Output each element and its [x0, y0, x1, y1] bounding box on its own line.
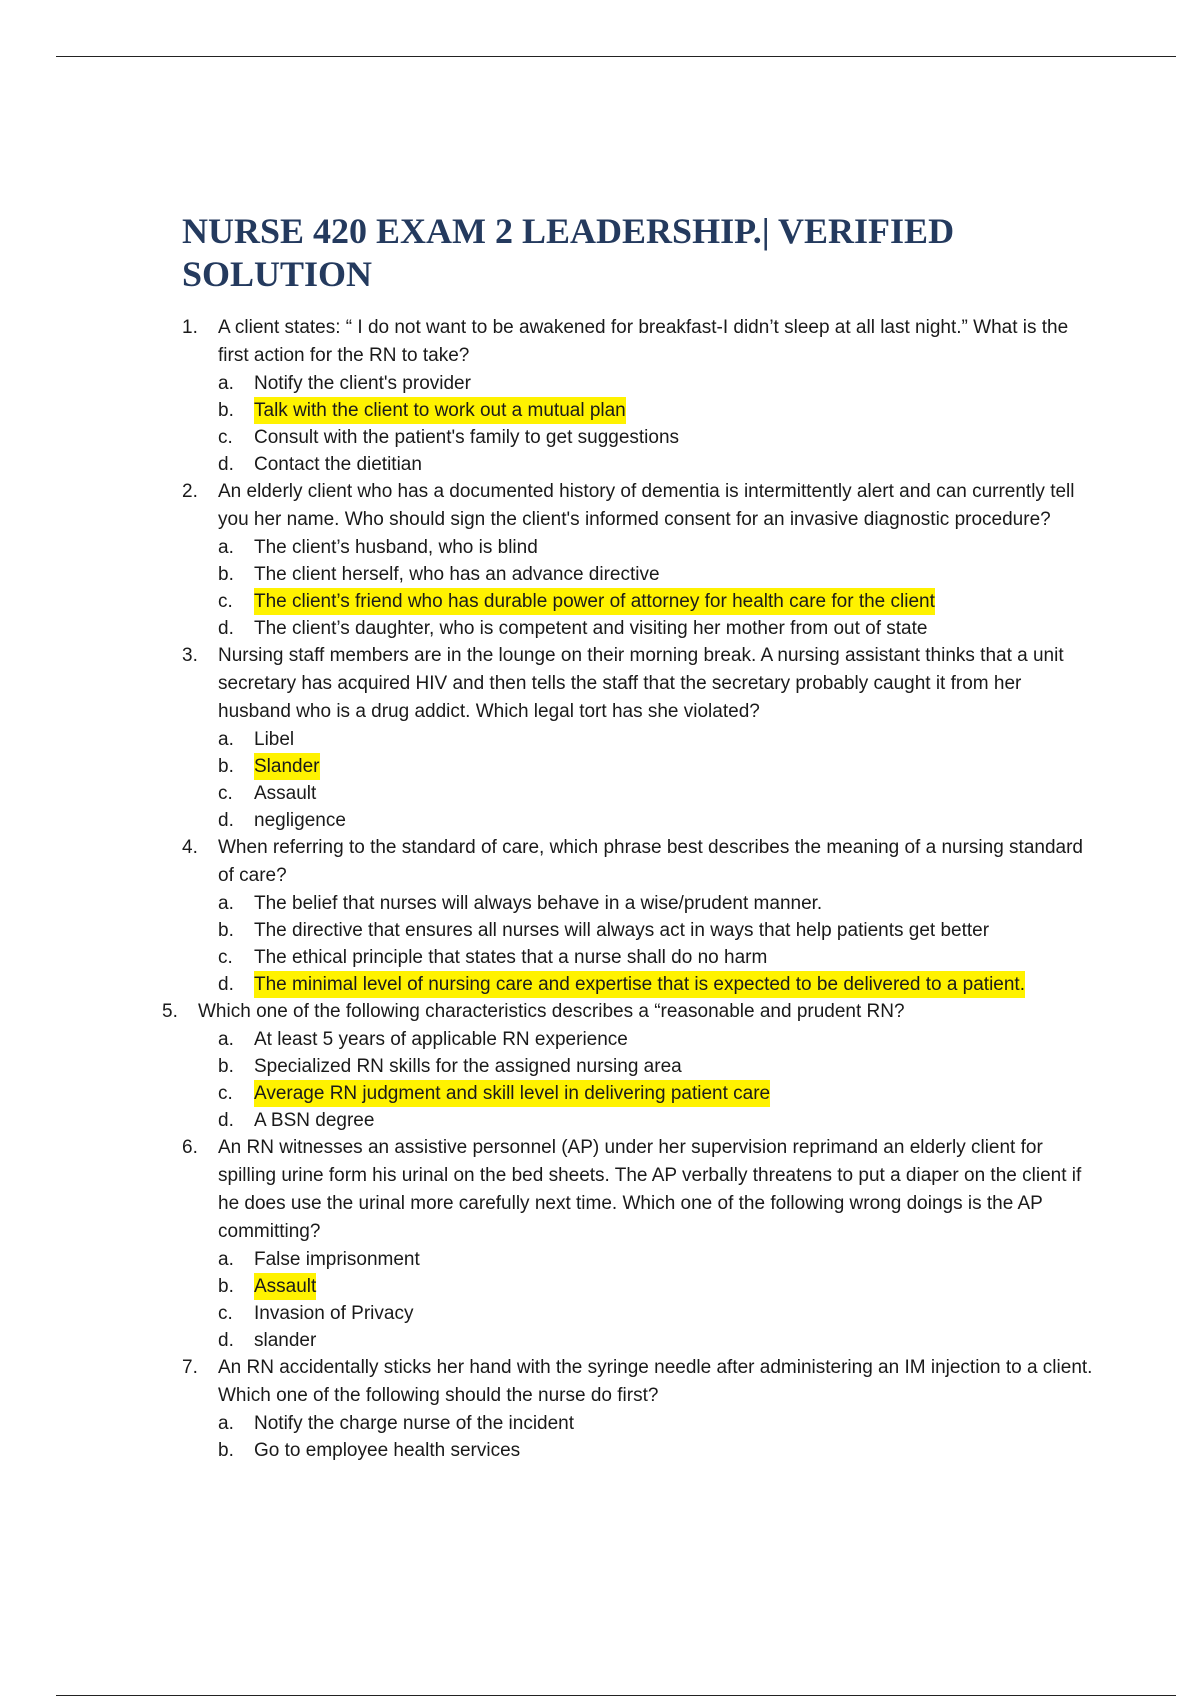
question-number: 2. [182, 481, 198, 502]
question-item [0, 1354, 1200, 1464]
question-number: 6. [182, 1137, 198, 1158]
answer-option [0, 917, 1200, 944]
option-text: negligence [254, 810, 346, 831]
option-letter: a. [218, 1029, 234, 1050]
option-letter: b. [218, 564, 234, 585]
option-letter: d. [218, 454, 234, 475]
option-text: Consult with the patient's family to get suggestions [254, 427, 680, 448]
answer-option [0, 1246, 1200, 1273]
answer-option [0, 1410, 1200, 1437]
highlighted-answer-text: The client’s friend who has durable power of attorney for health care for the client [254, 588, 935, 615]
option-text: Notify the charge nurse of the incident [254, 1413, 575, 1434]
option-letter: a. [218, 729, 234, 750]
answer-options [0, 534, 1200, 642]
answer-options [0, 1410, 1200, 1464]
question-text: An RN accidentally sticks her hand with the syringe needle after administering an IM injection to a client. Which one of the following should the nurse do first? [218, 1357, 1093, 1406]
question-number: 3. [182, 645, 198, 666]
answer-option [0, 534, 1200, 561]
answer-option [0, 370, 1200, 397]
option-letter: b. [218, 920, 234, 941]
option-letter: c. [218, 947, 233, 968]
option-text: Invasion of Privacy [254, 1303, 414, 1324]
option-letter: d. [218, 1330, 234, 1351]
option-text: Contact the dietitian [254, 454, 422, 475]
answer-option [0, 1026, 1200, 1053]
highlighted-answer-text: The minimal level of nursing care and expertise that is expected to be delivered to a patient. [254, 971, 1025, 998]
answer-option [0, 451, 1200, 478]
option-letter: c. [218, 427, 233, 448]
answer-option-correct [0, 1080, 1200, 1107]
question-item [0, 314, 1200, 478]
option-text: Specialized RN skills for the assigned nursing area [254, 1056, 682, 1077]
option-letter: c. [218, 1303, 233, 1324]
answer-option [0, 1107, 1200, 1134]
answer-option-correct [0, 971, 1200, 998]
option-letter: c. [218, 1083, 233, 1104]
question-text: When referring to the standard of care, which phrase best describes the meaning of a nursing standard of care? [218, 837, 1083, 886]
option-letter: b. [218, 400, 234, 421]
option-letter: d. [218, 618, 234, 639]
option-text: The client herself, who has an advance directive [254, 564, 660, 585]
question-item [0, 998, 1200, 1134]
option-text: The ethical principle that states that a nurse shall do no harm [254, 947, 768, 968]
highlighted-answer-text: Average RN judgment and skill level in delivering patient care [254, 1080, 770, 1107]
option-letter: b. [218, 1440, 234, 1461]
option-text: The client’s husband, who is blind [254, 537, 538, 558]
answer-option-correct [0, 588, 1200, 615]
question-item [0, 642, 1200, 834]
option-letter: a. [218, 537, 234, 558]
option-letter: c. [218, 591, 233, 612]
option-text: The belief that nurses will always behave in a wise/prudent manner. [254, 893, 823, 914]
option-letter: a. [218, 893, 234, 914]
question-text: A client states: “ I do not want to be awakened for breakfast-I didn’t sleep at all last night.” What is the first action for the RN to take? [218, 317, 1069, 366]
option-letter: d. [218, 810, 234, 831]
question-item [0, 1134, 1200, 1354]
answer-option-correct [0, 1273, 1200, 1300]
option-text: The directive that ensures all nurses will always act in ways that help patients get better [254, 920, 990, 941]
answer-option-correct [0, 397, 1200, 424]
answer-option-correct [0, 753, 1200, 780]
option-letter: c. [218, 783, 233, 804]
highlighted-answer-text: Slander [254, 753, 320, 780]
answer-options [0, 726, 1200, 834]
answer-option [0, 1327, 1200, 1354]
option-text: The client’s daughter, who is competent and visiting her mother from out of state [254, 618, 928, 639]
question-number: 1. [182, 317, 198, 338]
option-text: Assault [254, 783, 317, 804]
option-text: slander [254, 1330, 317, 1351]
question-item [0, 834, 1200, 998]
question-list [0, 314, 1200, 1464]
question-text: An elderly client who has a documented history of dementia is intermittently alert and can currently tell you her name. Who should sign the client's informed consent for an invasive diagnostic procedure? [218, 481, 1075, 530]
answer-option [0, 780, 1200, 807]
answer-options [0, 1026, 1200, 1134]
question-number: 5. [162, 1001, 178, 1022]
answer-option [0, 424, 1200, 451]
question-text: An RN witnesses an assistive personnel (AP) under her supervision reprimand an elderly client for spilling urine form his urinal on the bed sheets. The AP verbally threatens to put a diaper on the client if he does use the urinal more carefully next time. Which one of the following wrong doings is the AP committing? [218, 1137, 1082, 1242]
header-rule [56, 56, 1176, 57]
answer-options [0, 1246, 1200, 1354]
option-text: False imprisonment [254, 1249, 420, 1270]
option-letter: b. [218, 1056, 234, 1077]
option-text: At least 5 years of applicable RN experience [254, 1029, 628, 1050]
option-letter: b. [218, 756, 234, 777]
question-text: Nursing staff members are in the lounge on their morning break. A nursing assistant thinks that a unit secretary has acquired HIV and then tells the staff that the secretary probably caught it from her husband who is a drug addict. Which legal tort has she violated? [218, 645, 1064, 722]
option-text: Go to employee health services [254, 1440, 521, 1461]
answer-option [0, 561, 1200, 588]
answer-option [0, 890, 1200, 917]
highlighted-answer-text: Talk with the client to work out a mutual plan [254, 397, 626, 424]
answer-options [0, 370, 1200, 478]
question-item [0, 478, 1200, 642]
answer-option [0, 615, 1200, 642]
option-letter: a. [218, 1249, 234, 1270]
option-letter: b. [218, 1276, 234, 1297]
option-text: A BSN degree [254, 1110, 375, 1131]
answer-option [0, 1053, 1200, 1080]
footer-rule [56, 1695, 1176, 1696]
option-text: Libel [254, 729, 295, 750]
question-number: 4. [182, 837, 198, 858]
option-letter: a. [218, 1413, 234, 1434]
question-text: Which one of the following characteristics describes a “reasonable and prudent RN? [198, 1001, 905, 1022]
highlighted-answer-text: Assault [254, 1273, 316, 1300]
option-text: Notify the client's provider [254, 373, 471, 394]
answer-options [0, 890, 1200, 998]
answer-option [0, 807, 1200, 834]
answer-option [0, 1437, 1200, 1464]
answer-option [0, 726, 1200, 753]
answer-option [0, 1300, 1200, 1327]
answer-option [0, 944, 1200, 971]
option-letter: d. [218, 1110, 234, 1131]
document-title: NURSE 420 EXAM 2 LEADERSHIP.| VERIFIED SOLUTION [182, 211, 955, 294]
option-letter: a. [218, 373, 234, 394]
option-letter: d. [218, 974, 234, 995]
question-number: 7. [182, 1357, 198, 1378]
